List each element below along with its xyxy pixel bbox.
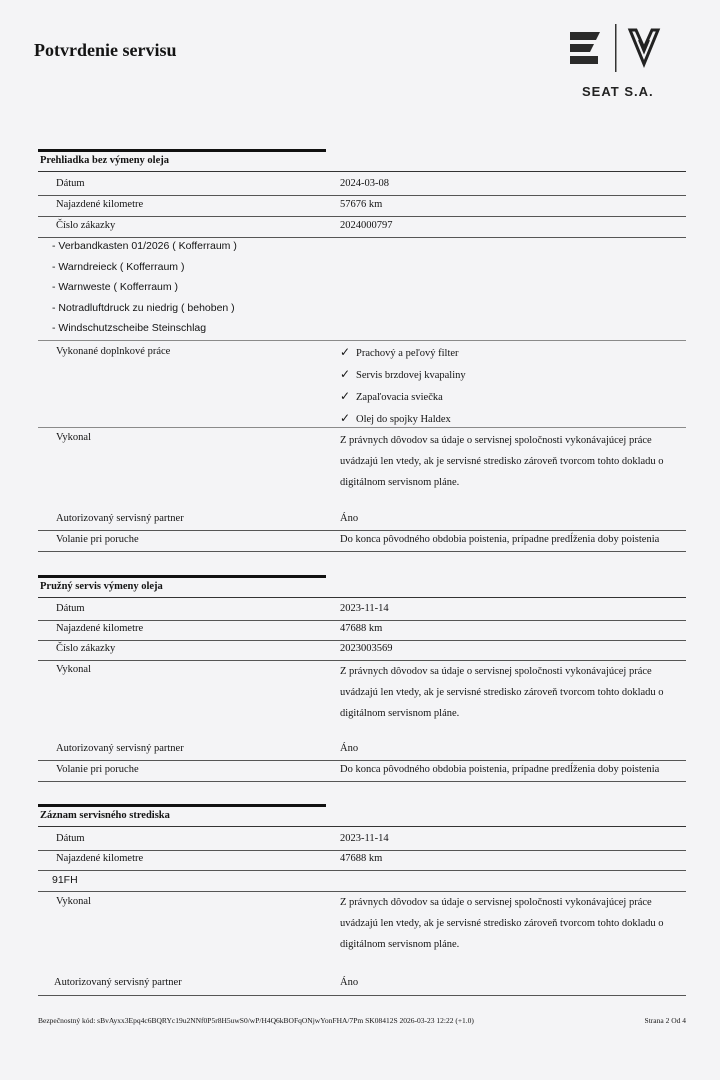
legal-line: uvádzajú len vtedy, ak je servisné stredisko zároveň tvorcom tohto dokladu o xyxy=(340,918,664,929)
legal-line: digitálnom servisnom pláne. xyxy=(340,477,460,488)
row-value: Do konca pôvodného obdobia poistenia, prípadne predĺženia doby poistenia xyxy=(340,534,660,545)
row-label: Dátum xyxy=(56,833,85,844)
row-value: 2023003569 xyxy=(340,643,393,654)
check-icon: ✓ xyxy=(340,389,351,403)
divider xyxy=(38,340,686,341)
legal-line: Z právnych dôvodov sa údaje o servisnej spoločnosti vykonávajúcej práce xyxy=(340,897,652,908)
section-title: Prehliadka bez výmeny oleja xyxy=(40,155,170,166)
seat-cupra-logo-icon xyxy=(566,22,676,82)
dealer-code: 91FH xyxy=(52,874,78,886)
security-code: Bezpečnostný kód: sBvAyxx3Epq4c6BQRYc19u2NNf0P5r8H5uwS0/wP/H4Q6kBOFqONjwYonFHA/7Pm SK08412S 2026-03-23 12:22 (+1.0) xyxy=(38,1016,474,1025)
legal-line: Z právnych dôvodov sa údaje o servisnej spoločnosti vykonávajúcej práce xyxy=(340,666,652,677)
note-item: - Verbandkasten 01/2026 ( Kofferraum ) xyxy=(52,240,237,252)
row-value: 2023-11-14 xyxy=(340,603,389,614)
note-item: - Notradluftdruck zu niedrig ( behoben ) xyxy=(52,302,235,314)
divider xyxy=(38,216,686,217)
legal-note xyxy=(340,430,680,493)
row-value: 47688 km xyxy=(340,853,383,864)
note-item: - Warndreieck ( Kofferraum ) xyxy=(52,261,185,273)
row-label: Dátum xyxy=(56,178,85,189)
row-label: Autorizovaný servisný partner xyxy=(54,977,182,988)
extra-work-label: Servis brzdovej kvapaliny xyxy=(356,370,466,381)
row-value: 2023-11-14 xyxy=(340,833,389,844)
section-bar xyxy=(38,149,326,152)
divider xyxy=(38,781,686,782)
section-bar xyxy=(38,575,326,578)
page-title: Potvrdenie servisu xyxy=(34,40,177,60)
row-label: Autorizovaný servisný partner xyxy=(56,513,184,524)
divider xyxy=(38,870,686,871)
section-bar xyxy=(38,804,326,807)
section-title: Pružný servis výmeny oleja xyxy=(40,581,163,592)
extra-work-item xyxy=(340,345,459,359)
extra-work-item xyxy=(340,411,451,425)
check-icon: ✓ xyxy=(340,411,351,425)
divider xyxy=(38,551,686,552)
divider xyxy=(38,640,686,641)
check-icon: ✓ xyxy=(340,367,351,381)
extra-work-label: Prachový a peľový filter xyxy=(356,348,459,359)
divider xyxy=(38,760,686,761)
page-number: Strana 2 Od 4 xyxy=(644,1016,686,1025)
divider xyxy=(38,195,686,196)
row-label: Vykonal xyxy=(56,432,91,443)
row-value: Áno xyxy=(340,513,359,524)
divider xyxy=(38,850,686,851)
brand-name: SEAT S.A. xyxy=(582,84,654,99)
divider xyxy=(38,597,686,598)
legal-line: uvádzajú len vtedy, ak je servisné stredisko zároveň tvorcom tohto dokladu o xyxy=(340,687,664,698)
legal-line: digitálnom servisnom pláne. xyxy=(340,708,460,719)
divider xyxy=(38,826,686,827)
divider xyxy=(38,427,686,428)
row-label: Číslo zákazky xyxy=(56,220,116,231)
row-label: Najazdené kilometre xyxy=(56,199,144,210)
row-label: Vykonal xyxy=(56,664,91,675)
divider xyxy=(38,237,686,238)
row-value: Do konca pôvodného obdobia poistenia, prípadne predĺženia doby poistenia xyxy=(340,764,660,775)
row-label: Vykonané doplnkové práce xyxy=(56,346,171,357)
legal-line: digitálnom servisnom pláne. xyxy=(340,939,460,950)
note-item: - Windschutzscheibe Steinschlag xyxy=(52,322,207,334)
row-label: Vykonal xyxy=(56,896,91,907)
legal-note xyxy=(340,661,680,724)
row-label: Najazdené kilometre xyxy=(56,623,144,634)
extra-work-label: Olej do spojky Haldex xyxy=(356,414,451,425)
divider xyxy=(38,995,686,996)
extra-work-label: Zapaľovacia sviečka xyxy=(356,392,443,403)
divider xyxy=(38,620,686,621)
row-value: Áno xyxy=(340,977,359,988)
extra-work-item xyxy=(340,367,466,381)
row-label: Dátum xyxy=(56,603,85,614)
divider xyxy=(38,171,686,172)
row-value: 2024-03-08 xyxy=(340,178,389,189)
legal-line: Z právnych dôvodov sa údaje o servisnej spoločnosti vykonávajúcej práce xyxy=(340,435,652,446)
row-label: Číslo zákazky xyxy=(56,643,116,654)
section-title: Záznam servisného strediska xyxy=(40,810,170,821)
check-icon: ✓ xyxy=(340,345,351,359)
row-value: Áno xyxy=(340,743,359,754)
legal-note xyxy=(340,892,680,955)
row-label: Najazdené kilometre xyxy=(56,853,144,864)
extra-work-item xyxy=(340,389,443,403)
brand-logo xyxy=(566,22,676,102)
row-label: Volanie pri poruche xyxy=(56,764,139,775)
legal-line: uvádzajú len vtedy, ak je servisné stredisko zároveň tvorcom tohto dokladu o xyxy=(340,456,664,467)
row-value: 57676 km xyxy=(340,199,383,210)
row-value: 47688 km xyxy=(340,623,383,634)
note-item: - Warnweste ( Kofferraum ) xyxy=(52,281,179,293)
row-label: Volanie pri poruche xyxy=(56,534,139,545)
divider xyxy=(38,530,686,531)
row-label: Autorizovaný servisný partner xyxy=(56,743,184,754)
row-value: 2024000797 xyxy=(340,220,393,231)
